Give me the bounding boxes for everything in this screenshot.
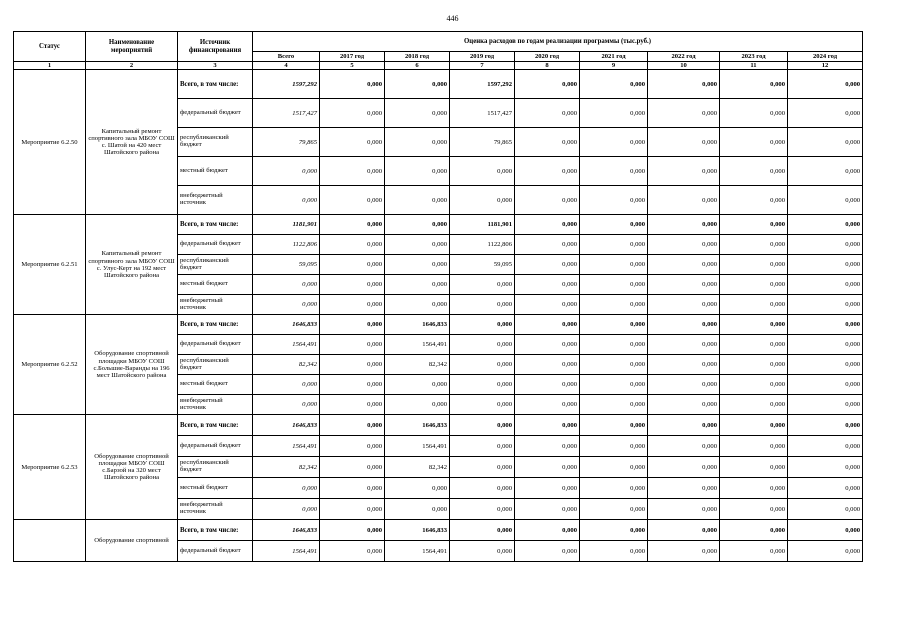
year-value: 0,000 [515, 499, 580, 520]
year-value: 1122,806 [450, 235, 515, 255]
measure-status: Мероприятие 6.2.52 [14, 315, 86, 415]
measure-name: Оборудование спортивной площадки МБОУ СОШ с.Барзой на 320 мест Шатойского района [86, 415, 178, 520]
year-value: 0,000 [450, 335, 515, 355]
year-value: 0,000 [515, 186, 580, 215]
year-value: 0,000 [720, 275, 788, 295]
year-value: 0,000 [580, 255, 648, 275]
year-value: 0,000 [515, 355, 580, 375]
year-value: 0,000 [788, 520, 863, 541]
year-value: 0,000 [648, 157, 720, 186]
year-value: 0,000 [515, 70, 580, 99]
funding-source: Всего, в том числе: [178, 70, 253, 99]
year-value: 59,095 [450, 255, 515, 275]
year-value: 0,000 [720, 128, 788, 157]
year-value: 0,000 [320, 275, 385, 295]
header-year: 2017 год [320, 52, 385, 62]
year-value: 0,000 [515, 128, 580, 157]
column-number: 4 [253, 62, 320, 70]
table-body [14, 70, 863, 562]
year-value: 0,000 [320, 315, 385, 335]
year-value: 0,000 [320, 478, 385, 499]
year-value: 0,000 [788, 541, 863, 562]
header-year: 2020 год [515, 52, 580, 62]
year-value: 0,000 [385, 395, 450, 415]
year-value: 0,000 [580, 520, 648, 541]
column-number: 9 [580, 62, 648, 70]
measure-status: Мероприятие 6.2.50 [14, 70, 86, 215]
year-value: 0,000 [320, 457, 385, 478]
header-year: 2023 год [720, 52, 788, 62]
year-value: 0,000 [648, 99, 720, 128]
year-value: 0,000 [648, 215, 720, 235]
header-estimate: Оценка расходов по годам реализации программы (тыс.руб.) [253, 32, 863, 52]
year-value: 0,000 [648, 315, 720, 335]
year-value: 0,000 [385, 128, 450, 157]
year-value: 0,000 [648, 235, 720, 255]
year-value: 0,000 [515, 478, 580, 499]
year-value: 0,000 [648, 355, 720, 375]
year-value: 0,000 [580, 275, 648, 295]
year-value: 0,000 [788, 355, 863, 375]
year-value: 0,000 [515, 275, 580, 295]
year-value: 0,000 [320, 415, 385, 436]
year-value: 0,000 [320, 235, 385, 255]
year-value: 0,000 [515, 295, 580, 315]
year-value: 0,000 [580, 157, 648, 186]
year-value: 0,000 [648, 335, 720, 355]
header-year: 2018 год [385, 52, 450, 62]
year-value: 0,000 [385, 70, 450, 99]
year-value: 0,000 [320, 395, 385, 415]
year-value: 0,000 [320, 186, 385, 215]
total-value: 1517,427 [253, 99, 320, 128]
year-value: 0,000 [788, 436, 863, 457]
year-value: 0,000 [580, 415, 648, 436]
table-header [14, 32, 863, 70]
year-value: 0,000 [450, 275, 515, 295]
total-value: 0,000 [253, 478, 320, 499]
year-value: 0,000 [320, 375, 385, 395]
year-value: 0,000 [720, 295, 788, 315]
total-value: 1122,806 [253, 235, 320, 255]
header-source: Источник финансирования [178, 32, 253, 62]
funding-source: федеральный бюджет [178, 235, 253, 255]
year-value: 0,000 [788, 215, 863, 235]
total-value: 1646,833 [253, 415, 320, 436]
year-value: 0,000 [580, 478, 648, 499]
page-number: 446 [446, 14, 459, 23]
year-value: 0,000 [788, 335, 863, 355]
column-number: 6 [385, 62, 450, 70]
year-value: 0,000 [720, 457, 788, 478]
year-value: 0,000 [450, 457, 515, 478]
year-value: 0,000 [450, 315, 515, 335]
total-value: 0,000 [253, 157, 320, 186]
total-value: 1646,833 [253, 520, 320, 541]
total-value: 1597,292 [253, 70, 320, 99]
column-number: 10 [648, 62, 720, 70]
year-value: 0,000 [580, 457, 648, 478]
year-value: 0,000 [385, 99, 450, 128]
year-value: 0,000 [385, 375, 450, 395]
year-value: 0,000 [720, 157, 788, 186]
year-value: 0,000 [580, 235, 648, 255]
year-value: 0,000 [648, 70, 720, 99]
year-value: 0,000 [515, 541, 580, 562]
funding-source: федеральный бюджет [178, 541, 253, 562]
year-value: 0,000 [385, 235, 450, 255]
year-value: 0,000 [320, 436, 385, 457]
year-value: 0,000 [320, 215, 385, 235]
table-row [14, 70, 863, 99]
year-value: 0,000 [385, 275, 450, 295]
funding-source: республиканский бюджет [178, 128, 253, 157]
year-value: 0,000 [515, 415, 580, 436]
year-value: 0,000 [515, 255, 580, 275]
year-value: 0,000 [720, 355, 788, 375]
year-value: 0,000 [385, 186, 450, 215]
year-value: 0,000 [788, 128, 863, 157]
total-value: 1181,901 [253, 215, 320, 235]
year-value: 0,000 [720, 235, 788, 255]
year-value: 1564,491 [385, 335, 450, 355]
year-value: 0,000 [385, 255, 450, 275]
year-value: 0,000 [580, 186, 648, 215]
year-value: 0,000 [788, 70, 863, 99]
year-value: 0,000 [580, 70, 648, 99]
year-value: 0,000 [385, 215, 450, 235]
year-value: 82,342 [385, 355, 450, 375]
year-value: 1597,292 [450, 70, 515, 99]
total-value: 82,342 [253, 457, 320, 478]
funding-source: республиканский бюджет [178, 255, 253, 275]
year-value: 0,000 [648, 520, 720, 541]
year-value: 0,000 [320, 335, 385, 355]
year-value: 0,000 [580, 436, 648, 457]
funding-source: местный бюджет [178, 478, 253, 499]
measure-status: Мероприятие 6.2.51 [14, 215, 86, 315]
header-year: 2019 год [450, 52, 515, 62]
year-value: 0,000 [450, 478, 515, 499]
total-value: 0,000 [253, 295, 320, 315]
total-value: 1564,491 [253, 436, 320, 457]
year-value: 0,000 [450, 520, 515, 541]
year-value: 0,000 [720, 415, 788, 436]
year-value: 0,000 [720, 520, 788, 541]
total-value: 0,000 [253, 395, 320, 415]
year-value: 0,000 [385, 478, 450, 499]
funding-source: Всего, в том числе: [178, 415, 253, 436]
year-value: 0,000 [720, 436, 788, 457]
year-value: 0,000 [515, 436, 580, 457]
funding-source: местный бюджет [178, 275, 253, 295]
funding-source: внебюджетный источник [178, 295, 253, 315]
year-value: 0,000 [720, 499, 788, 520]
measure-status: Мероприятие 6.2.53 [14, 415, 86, 520]
year-value: 0,000 [450, 541, 515, 562]
year-value: 0,000 [720, 478, 788, 499]
year-value: 0,000 [648, 275, 720, 295]
measure-name: Капитальный ремонт спортивного зала МБОУ СОШ с. Шатой на 420 мест Шатойского района [86, 70, 178, 215]
funding-source: местный бюджет [178, 375, 253, 395]
column-number: 1 [14, 62, 86, 70]
funding-source: внебюджетный источник [178, 499, 253, 520]
year-value: 0,000 [320, 295, 385, 315]
year-value: 0,000 [515, 235, 580, 255]
year-value: 0,000 [788, 395, 863, 415]
header-name: Наименование мероприятий [86, 32, 178, 62]
year-value: 0,000 [788, 457, 863, 478]
total-value: 1564,491 [253, 335, 320, 355]
year-value: 0,000 [648, 128, 720, 157]
year-value: 1181,901 [450, 215, 515, 235]
table-row [14, 415, 863, 436]
year-value: 0,000 [580, 295, 648, 315]
year-value: 0,000 [385, 499, 450, 520]
funding-source: внебюджетный источник [178, 186, 253, 215]
year-value: 0,000 [320, 499, 385, 520]
year-value: 1564,491 [385, 541, 450, 562]
year-value: 0,000 [515, 215, 580, 235]
year-value: 0,000 [385, 157, 450, 186]
measure-name: Оборудование спортивной [86, 520, 178, 562]
total-value: 0,000 [253, 375, 320, 395]
year-value: 0,000 [515, 315, 580, 335]
total-value: 0,000 [253, 275, 320, 295]
total-value: 1646,833 [253, 315, 320, 335]
total-value: 79,865 [253, 128, 320, 157]
year-value: 0,000 [788, 499, 863, 520]
year-value: 0,000 [580, 215, 648, 235]
year-value: 0,000 [788, 235, 863, 255]
year-value: 0,000 [515, 395, 580, 415]
year-value: 0,000 [320, 255, 385, 275]
year-value: 0,000 [580, 375, 648, 395]
year-value: 0,000 [450, 355, 515, 375]
year-value: 1517,427 [450, 99, 515, 128]
column-number: 2 [86, 62, 178, 70]
year-value: 0,000 [788, 295, 863, 315]
year-value: 0,000 [720, 335, 788, 355]
year-value: 0,000 [515, 457, 580, 478]
year-value: 0,000 [720, 395, 788, 415]
year-value: 0,000 [515, 157, 580, 186]
year-value: 0,000 [788, 375, 863, 395]
funding-source: республиканский бюджет [178, 355, 253, 375]
funding-source: республиканский бюджет [178, 457, 253, 478]
year-value: 0,000 [580, 128, 648, 157]
year-value: 0,000 [450, 395, 515, 415]
year-value: 82,342 [385, 457, 450, 478]
year-value: 0,000 [648, 375, 720, 395]
funding-source: местный бюджет [178, 157, 253, 186]
year-value: 0,000 [720, 375, 788, 395]
year-value: 0,000 [320, 157, 385, 186]
year-value: 0,000 [580, 355, 648, 375]
year-value: 0,000 [788, 478, 863, 499]
year-value: 0,000 [648, 186, 720, 215]
year-value: 0,000 [580, 335, 648, 355]
year-value: 0,000 [515, 520, 580, 541]
year-value: 0,000 [320, 70, 385, 99]
year-value: 0,000 [648, 541, 720, 562]
year-value: 0,000 [648, 478, 720, 499]
total-value: 1564,491 [253, 541, 320, 562]
header-year: 2024 год [788, 52, 863, 62]
year-value: 0,000 [648, 415, 720, 436]
measure-status [14, 520, 86, 562]
year-value: 0,000 [720, 255, 788, 275]
column-number: 3 [178, 62, 253, 70]
year-value: 0,000 [450, 157, 515, 186]
year-value: 0,000 [580, 395, 648, 415]
column-number: 11 [720, 62, 788, 70]
year-value: 0,000 [648, 499, 720, 520]
year-value: 0,000 [648, 395, 720, 415]
year-value: 0,000 [788, 255, 863, 275]
year-value: 0,000 [648, 436, 720, 457]
year-value: 0,000 [450, 415, 515, 436]
year-value: 0,000 [788, 275, 863, 295]
year-value: 0,000 [648, 457, 720, 478]
year-value: 0,000 [720, 315, 788, 335]
year-value: 0,000 [788, 99, 863, 128]
year-value: 0,000 [720, 70, 788, 99]
year-value: 0,000 [515, 335, 580, 355]
table-row [14, 215, 863, 235]
total-value: 0,000 [253, 186, 320, 215]
year-value: 0,000 [515, 375, 580, 395]
header-year: Всего [253, 52, 320, 62]
funding-source: федеральный бюджет [178, 436, 253, 457]
measure-name: Капитальный ремонт спортивного зала МБОУ СОШ с. Улус-Керт на 192 мест Шатойского района [86, 215, 178, 315]
funding-source: Всего, в том числе: [178, 520, 253, 541]
budget-table [13, 31, 863, 562]
year-value: 0,000 [648, 255, 720, 275]
total-value: 59,095 [253, 255, 320, 275]
year-value: 0,000 [320, 520, 385, 541]
year-value: 0,000 [320, 541, 385, 562]
year-value: 0,000 [450, 499, 515, 520]
year-value: 0,000 [450, 436, 515, 457]
column-number: 7 [450, 62, 515, 70]
column-number: 12 [788, 62, 863, 70]
year-value: 0,000 [450, 295, 515, 315]
year-value: 0,000 [580, 315, 648, 335]
year-value: 0,000 [648, 295, 720, 315]
funding-source: внебюджетный источник [178, 395, 253, 415]
column-number: 5 [320, 62, 385, 70]
year-value: 0,000 [788, 415, 863, 436]
table-row [14, 520, 863, 541]
year-value: 0,000 [320, 128, 385, 157]
column-number: 8 [515, 62, 580, 70]
year-value: 0,000 [320, 99, 385, 128]
year-value: 0,000 [450, 375, 515, 395]
year-value: 0,000 [580, 99, 648, 128]
year-value: 0,000 [720, 215, 788, 235]
funding-source: Всего, в том числе: [178, 315, 253, 335]
year-value: 0,000 [580, 541, 648, 562]
year-value: 0,000 [450, 186, 515, 215]
year-value: 1646,833 [385, 315, 450, 335]
total-value: 82,342 [253, 355, 320, 375]
funding-source: федеральный бюджет [178, 99, 253, 128]
measure-name: Оборудование спортивной площадки МБОУ СОШ с.Большие-Варанды на 196 мест Шатойского района [86, 315, 178, 415]
year-value: 0,000 [320, 355, 385, 375]
year-value: 0,000 [720, 186, 788, 215]
year-value: 0,000 [515, 99, 580, 128]
header-status: Статус [14, 32, 86, 62]
header-year: 2021 год [580, 52, 648, 62]
year-value: 0,000 [385, 295, 450, 315]
funding-source: Всего, в том числе: [178, 215, 253, 235]
funding-source: федеральный бюджет [178, 335, 253, 355]
year-value: 0,000 [720, 541, 788, 562]
total-value: 0,000 [253, 499, 320, 520]
year-value: 0,000 [720, 99, 788, 128]
header-year: 2022 год [648, 52, 720, 62]
year-value: 79,865 [450, 128, 515, 157]
year-value: 0,000 [788, 157, 863, 186]
year-value: 1646,833 [385, 415, 450, 436]
table-row [14, 315, 863, 335]
year-value: 1646,833 [385, 520, 450, 541]
year-value: 1564,491 [385, 436, 450, 457]
year-value: 0,000 [580, 499, 648, 520]
year-value: 0,000 [788, 186, 863, 215]
year-value: 0,000 [788, 315, 863, 335]
